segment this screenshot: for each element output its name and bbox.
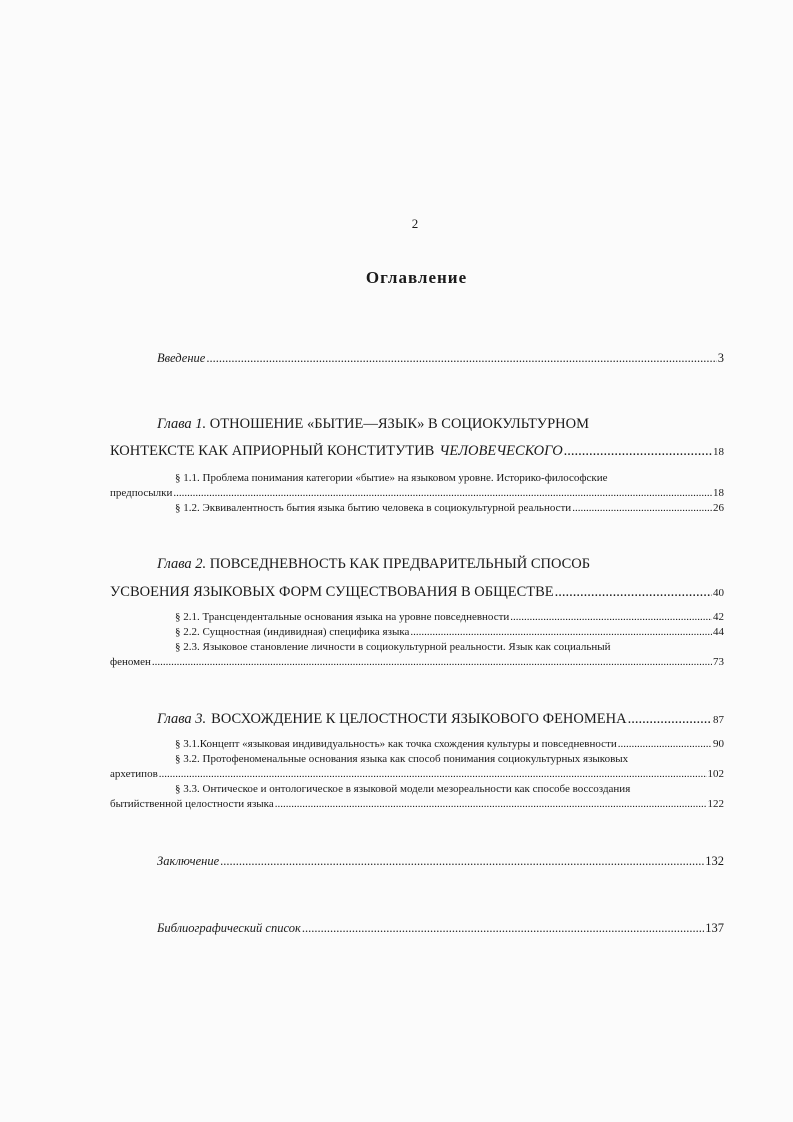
chapter-3-heading[interactable] [157, 711, 724, 728]
toc-label: бытийственной целостности языка [110, 798, 274, 810]
chapter-title-italic: ЧЕЛОВЕЧЕСКОГО [439, 443, 563, 459]
chapter-title-line1: ПОВСЕДНЕВНОСТЬ КАК ПРЕДВАРИТЕЛЬНЫЙ СПОСОБ [209, 556, 591, 572]
dot-leader [572, 502, 712, 514]
chapter-2-heading-line2[interactable] [110, 584, 724, 601]
toc-label: предпосылки [110, 487, 173, 499]
toc-label: архетипов [110, 768, 158, 780]
chapter-prefix: Глава 2. [157, 556, 207, 572]
toc-entry-bibliography[interactable] [157, 921, 724, 936]
chapter-2-heading[interactable] [157, 556, 590, 573]
toc-label: § 2.2. Сущностная (индивидная) специфика языка [175, 626, 410, 638]
toc-page: 42 [713, 611, 724, 623]
toc-page: 132 [705, 854, 724, 868]
toc-page: 26 [713, 502, 724, 514]
section-3-1[interactable] [175, 738, 724, 750]
dot-leader [206, 351, 716, 366]
toc-label: феномен [110, 656, 151, 668]
toc-page: 18 [713, 487, 724, 499]
section-2-2[interactable] [175, 626, 724, 638]
chapter-title-line2: КОНТЕКСТЕ КАК АПРИОРНЫЙ КОНСТИТУТИВ [110, 443, 435, 459]
toc-page: 137 [705, 921, 724, 935]
dot-leader [410, 626, 712, 638]
toc-page: 102 [707, 768, 724, 780]
chapter-title-line2: УСВОЕНИЯ ЯЗЫКОВЫХ ФОРМ СУЩЕСТВОВАНИЯ В ОБЩЕСТВЕ [110, 584, 554, 600]
toc-label: § 2.1. Трансцендентальные основания языка на уровне повседневности [175, 611, 510, 623]
page-number: 2 [411, 216, 419, 231]
dot-leader [173, 487, 712, 499]
section-2-3[interactable] [110, 656, 724, 668]
toc-entry-conclusion[interactable] [157, 854, 724, 869]
section-3-3-line1[interactable]: § 3.3. Онтическое и онтологическое в языковой модели мезореальности как способе воссоздания [175, 783, 631, 795]
dot-leader [510, 611, 712, 623]
chapter-prefix: Глава 1. [157, 416, 207, 432]
toc-label: § 1.2. Эквивалентность бытия языка бытию человека в социокультурной реальности [175, 502, 572, 514]
toc-label: Библиографический список [157, 921, 301, 935]
section-3-3[interactable] [110, 798, 724, 810]
toc-page: 73 [713, 656, 724, 668]
toc-label: § 3.1.Концепт «языковая индивидуальность» как точка схождения культуры и повседневности [175, 738, 617, 750]
toc-page: 3 [717, 351, 724, 365]
dot-leader [220, 854, 704, 869]
dot-leader [555, 584, 712, 601]
toc-page: 90 [713, 738, 724, 750]
toc-page: 122 [707, 798, 724, 810]
dot-leader [159, 768, 707, 780]
dot-leader [618, 738, 712, 750]
section-3-2[interactable] [110, 768, 724, 780]
toc-label: Введение [157, 351, 206, 365]
dot-leader [302, 921, 704, 936]
section-1-1[interactable] [110, 487, 724, 499]
section-2-1[interactable] [175, 611, 724, 623]
chapter-1-heading[interactable] [157, 416, 589, 433]
chapter-title-line1: ВОСХОЖДЕНИЕ К ЦЕЛОСТНОСТИ ЯЗЫКОВОГО ФЕНОМЕНА [211, 711, 627, 727]
dot-leader [564, 443, 712, 460]
chapter-prefix: Глава 3. [157, 711, 207, 727]
section-1-2[interactable] [175, 502, 724, 514]
dot-leader [275, 798, 707, 810]
toc-page: 87 [713, 714, 724, 726]
toc-title: Оглавление [365, 268, 468, 287]
section-1-1-line1[interactable]: § 1.1. Проблема понимания категории «бытие» на языковом уровне. Историко-философские [175, 472, 608, 484]
toc-label: Заключение [157, 854, 220, 868]
chapter-1-heading-line2[interactable] [110, 443, 724, 460]
toc-page: 18 [713, 446, 724, 458]
dot-leader [152, 656, 712, 668]
toc-entry-intro[interactable] [157, 351, 724, 366]
toc-page: 40 [713, 587, 724, 599]
section-2-3-line1[interactable]: § 2.3. Языковое становление личности в социокультурной реальности. Язык как социальный [175, 641, 611, 653]
section-3-2-line1[interactable]: § 3.2. Протофеноменальные основания языка как способ понимания социокультурных языковых [175, 753, 629, 765]
chapter-title-line1: ОТНОШЕНИЕ «БЫТИЕ—ЯЗЫК» В СОЦИОКУЛЬТУРНОМ [209, 416, 589, 432]
dot-leader [628, 711, 712, 728]
toc-page: 44 [713, 626, 724, 638]
